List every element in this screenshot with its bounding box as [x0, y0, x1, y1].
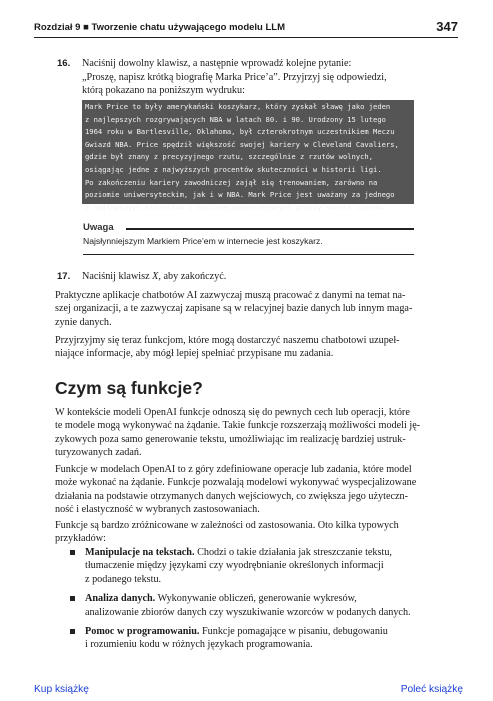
paragraph-line: niające informacje, aby mógł lepiej spełniać przypisane mu zadania.: [55, 348, 334, 360]
step-number: 16.: [57, 58, 71, 69]
chapter-title: Rozdział 9 ■ Tworzenie chatu używającego modelu LLM: [34, 22, 286, 33]
step-line: Naciśnij dowolny klawisz, a następnie wprowadź kolejne pytanie:: [82, 58, 352, 69]
page-number: 347: [436, 19, 458, 34]
code-line: Gwiazd NBA. Price spędził większość swojej kariery w Cleveland Cavaliers,: [85, 139, 399, 149]
list-item-title: Manipulacje na tekstach.: [85, 547, 195, 558]
paragraph-line: może wykonać na żądanie. Funkcje pozwalają modelowi wykonywać wyspecjalizowane: [55, 477, 417, 489]
list-item-title: Analiza danych.: [85, 593, 156, 605]
step-text-part: , aby zakończyć.: [158, 271, 227, 282]
note-label: Uwaga: [83, 222, 114, 233]
note-divider: [126, 228, 414, 230]
step-text-part: Naciśnij klawisz: [82, 271, 153, 282]
paragraph-line: przykładów:: [55, 533, 106, 545]
square-bullet-icon: [70, 596, 75, 601]
list-item: [70, 625, 450, 652]
code-line: Mark Price to były amerykański koszykarz, który zyskał sławę jako jeden: [85, 102, 391, 111]
paragraph-line: turyzowanych zadań.: [55, 447, 142, 459]
recommend-book-link[interactable]: Poleć książkę: [400, 684, 463, 695]
list-item-line: Wykonywanie obliczeń, generowanie wykresów,: [155, 593, 357, 605]
section-heading: Czym są funkcje?: [55, 378, 203, 398]
list-item-text: [85, 546, 450, 586]
step-text: [82, 270, 437, 284]
paragraph: [55, 334, 450, 361]
paragraph: [55, 519, 450, 546]
paragraph-line: Funkcje są bardzo zróżnicowane w zależności od zastosowania. Oto kilka typowych: [55, 520, 399, 531]
paragraph-line: Funkcje w modelach OpenAI to z góry zdefiniowane operacje lub zadania, które model: [55, 464, 412, 475]
paragraph-line: W kontekście modeli OpenAI funkcje odnoszą się do pewnych cech lub operacji, które: [55, 407, 410, 418]
bullet-list: [70, 546, 450, 658]
step-line: którą pokazano na poniższym wydruku:: [82, 85, 245, 97]
code-line: z najlepszych strzelców i najinteligentniejszych graczy swoich czasów.: [85, 202, 386, 212]
step-number: 17.: [57, 271, 71, 282]
list-item-line: z podanego tekstu.: [85, 573, 162, 585]
square-bullet-icon: [70, 550, 75, 555]
paragraph-line: zynie danych.: [55, 316, 112, 328]
key-name: X: [152, 271, 159, 282]
list-item: [70, 546, 450, 586]
code-line: Po zakończeniu kariery zawodniczej zajął się trenowaniem, zarówno na: [85, 177, 378, 187]
list-item-line: tłumaczenie między językami czy wyodrębnianie określonych informacji: [85, 560, 384, 572]
note-bottom-divider: [83, 254, 414, 255]
note-text: Najsłynniejszym Markiem Price’em w internecie jest koszykarz.: [83, 236, 323, 246]
paragraph-line: działania na podstawie otrzymanych danych wejściowych, co zwiększa jego użyteczn-: [55, 490, 409, 502]
list-item-line: Funkcje pomagające w pisaniu, debugowaniu: [199, 626, 388, 638]
code-line: 1964 roku w Bartlesville, Oklahoma, był czterokrotnym uczestnikiem Meczu: [85, 127, 395, 137]
paragraph-line: te modele mogą wykonywać na żądanie. Takie funkcje rozszerzają możliwości modeli ję-: [55, 420, 421, 432]
square-bullet-icon: [70, 629, 75, 634]
list-item-text: [85, 625, 450, 652]
code-line: z najlepszych rozgrywających NBA w latach 80. i 90. Urodzony 15 lutego: [85, 114, 386, 124]
paragraph-line: szej organizacji, a te zazwyczaj zapisane są w relacyjnej bazie danych lub innym maga-: [55, 303, 413, 315]
list-item-line: Chodzi o takie działania jak streszczanie tekstu,: [194, 547, 392, 558]
paragraph-line: Praktyczne aplikacje chatbotów AI zazwyczaj muszą pracować z danymi na temat na-: [55, 290, 406, 301]
list-item-title: Pomoc w programowaniu.: [85, 626, 200, 638]
paragraph: [55, 463, 450, 517]
paragraph: [55, 406, 450, 460]
list-item: [70, 592, 450, 619]
paragraph-line: Przyjrzyjmy się teraz funkcjom, które mogą dostarczyć naszemu chatbotowi uzupeł-: [55, 335, 400, 346]
step-line: „Proszę, napisz krótką biografię Marka Price’a”. Przyjrzyj się odpowiedzi,: [82, 71, 387, 83]
running-header: [34, 21, 458, 38]
paragraph-line: zykowych poza samo generowanie tekstu, umożliwiając im realizację bardziej ustruk-: [55, 433, 406, 445]
code-line: osiągając jedne z najwyższych procentów skuteczności w historii ligi.: [85, 164, 382, 174]
buy-book-link[interactable]: Kup książkę: [34, 684, 89, 695]
list-item-line: analizowanie zbiorów danych czy wyszukiwanie wzorców w podanych danych.: [85, 606, 411, 618]
list-item-text: [85, 592, 450, 619]
code-line: gdzie był znany z precyzyjnego rzutu, szczególnie z rzutów wolnych,: [85, 152, 374, 162]
code-line: poziomie uniwersyteckim, jak i w NBA. Mark Price jest uważany za jednego: [85, 190, 395, 200]
step-text: [82, 57, 437, 98]
paragraph-line: ność i elastyczność w wybranych zastosowaniach.: [55, 504, 260, 516]
list-item-line: i rozumieniu kodu w różnych językach programowania.: [85, 639, 313, 651]
code-output-block: [82, 100, 414, 212]
paragraph: [55, 289, 450, 329]
